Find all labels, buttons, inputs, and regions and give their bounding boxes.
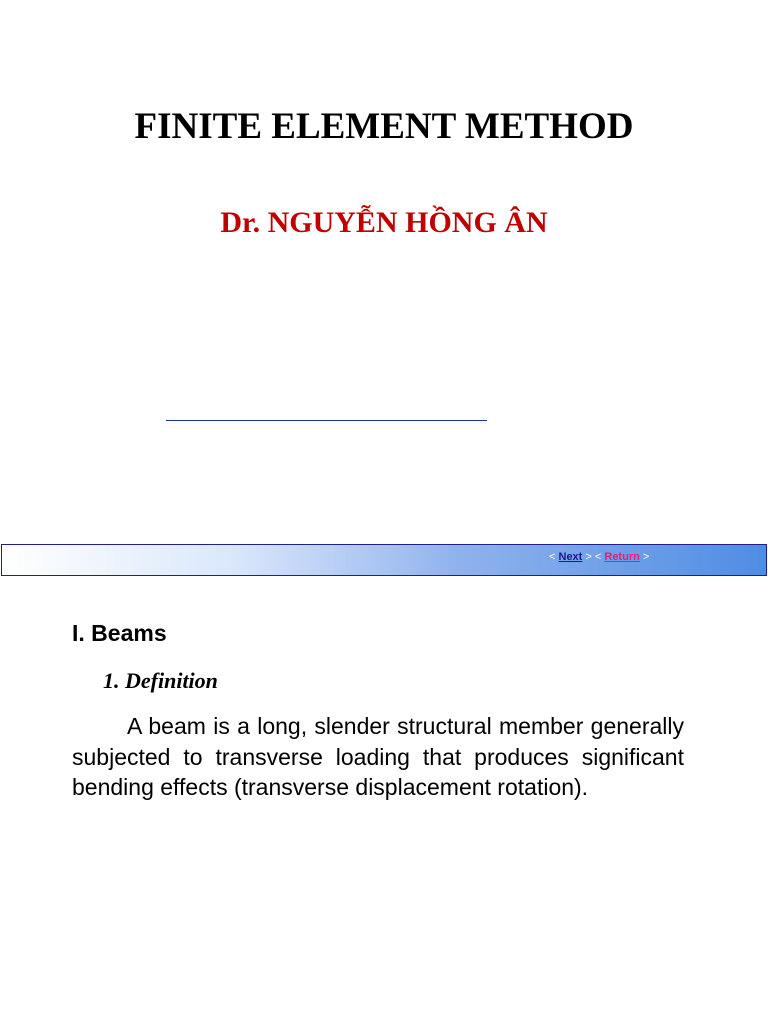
nav-bracket-open: < [549, 551, 556, 563]
section-heading: I. Beams [72, 620, 167, 646]
nav-links [549, 550, 649, 564]
nav-bracket-close: > [642, 551, 650, 563]
page-title: FINITE ELEMENT METHOD [134, 106, 634, 147]
author-name: Dr. NGUYỄN HỒNG ÂN [220, 206, 548, 239]
definition-paragraph: A beam is a long, slender structural member generally subjected to transverse loading that produces significant bending effects (transverse displacement rotation). [72, 713, 684, 800]
return-link[interactable]: Return [604, 551, 640, 563]
divider-line [166, 420, 487, 421]
next-link[interactable]: Next [558, 551, 583, 563]
subsection-heading: 1. Definition [103, 668, 218, 693]
navigation-bar [1, 544, 767, 576]
nav-bracket-mid: > < [585, 551, 602, 563]
